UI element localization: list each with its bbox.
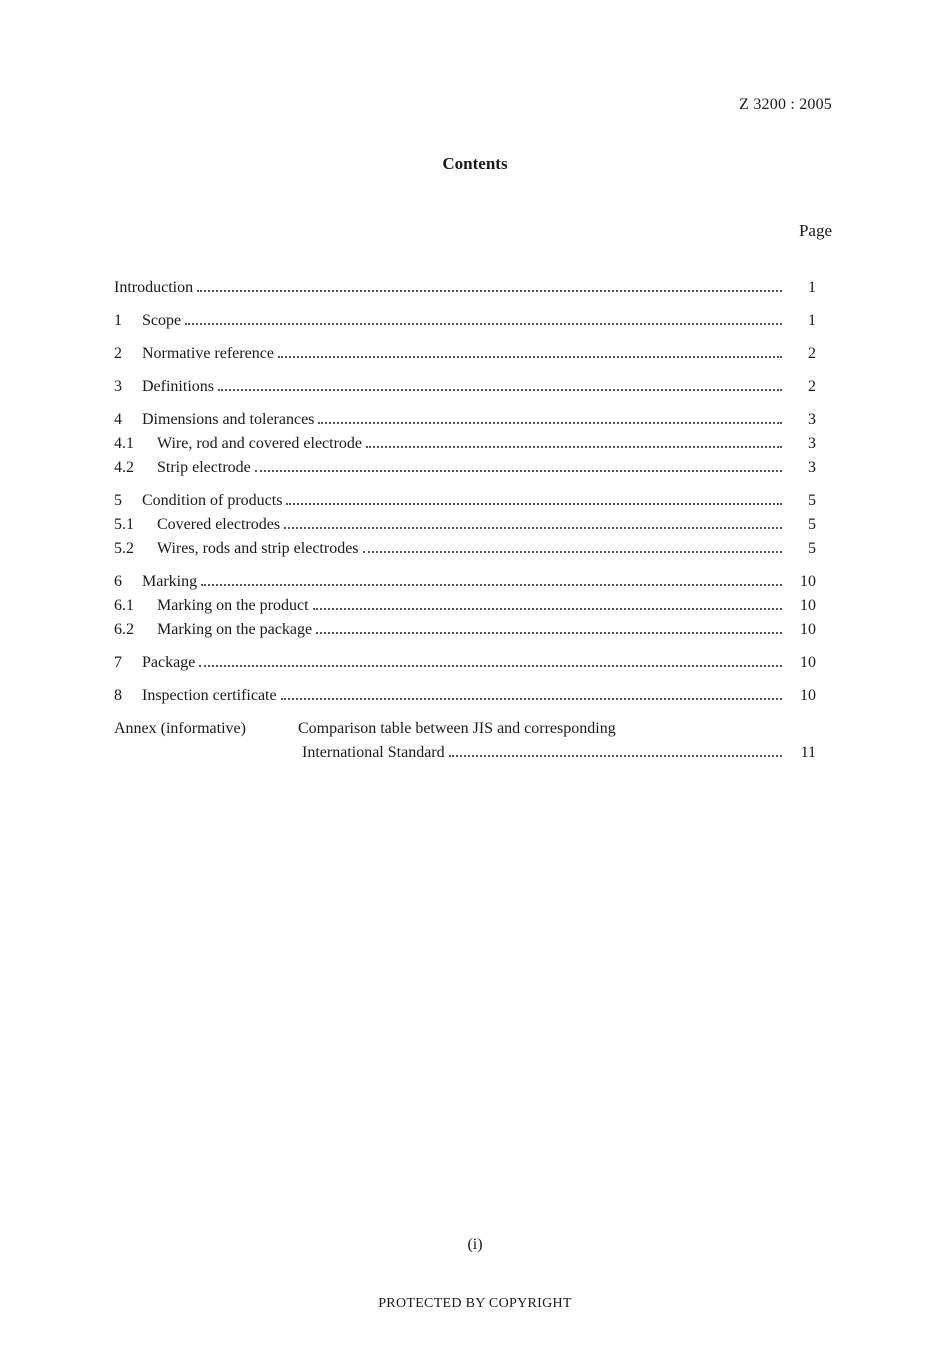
toc-entry-title: Marking on the product <box>157 597 309 614</box>
dot-leader <box>313 608 782 610</box>
dot-leader <box>316 632 782 634</box>
toc-entry-number: 6.1 <box>114 597 134 614</box>
toc-entry-number: 3 <box>114 378 122 395</box>
dot-leader <box>278 356 782 358</box>
table-of-contents <box>114 276 816 765</box>
dot-leader <box>199 665 782 667</box>
toc-entry-page: 10 <box>800 597 816 614</box>
dot-leader <box>218 389 782 391</box>
toc-entry-wire-rod-covered[interactable] <box>114 432 816 456</box>
toc-entry-title: Dimensions and tolerances <box>142 411 315 428</box>
toc-entry-title: Marking on the package <box>157 621 313 638</box>
toc-entry-page: 3 <box>808 435 816 452</box>
toc-entry-number: 6 <box>114 573 122 590</box>
toc-entry-dimensions[interactable] <box>114 408 816 432</box>
toc-entry-marking[interactable] <box>114 570 816 594</box>
toc-entry-inspection-certificate[interactable] <box>114 684 816 708</box>
toc-entry-scope[interactable] <box>114 309 816 333</box>
toc-entry-normative-reference[interactable] <box>114 342 816 366</box>
toc-entry-package[interactable] <box>114 651 816 675</box>
toc-entry-title: Introduction <box>114 279 194 296</box>
toc-entry-covered-electrodes[interactable] <box>114 513 816 537</box>
toc-entry-definitions[interactable] <box>114 375 816 399</box>
dot-leader <box>284 527 782 529</box>
toc-entry-title: Normative reference <box>142 345 274 362</box>
dot-leader <box>363 551 782 553</box>
toc-entry-marking-package[interactable] <box>114 618 816 642</box>
dot-leader <box>318 422 782 424</box>
standard-number: Z 3200 : 2005 <box>739 96 832 113</box>
toc-entry-annex[interactable] <box>114 717 816 765</box>
toc-entry-number: 5 <box>114 492 122 509</box>
toc-entry-page: 3 <box>808 459 816 476</box>
toc-entry-page: 10 <box>800 621 816 638</box>
toc-entry-title: Scope <box>142 312 182 329</box>
toc-entry-number: 8 <box>114 687 122 704</box>
toc-entry-number: 5.1 <box>114 516 134 533</box>
toc-entry-condition-of-products[interactable] <box>114 489 816 513</box>
toc-entry-title: Covered electrodes <box>157 516 281 533</box>
dot-leader <box>366 446 782 448</box>
toc-entry-number: 4.1 <box>114 435 134 452</box>
toc-entry-page: 2 <box>808 378 816 395</box>
dot-leader <box>197 290 782 292</box>
toc-entry-number: 5.2 <box>114 540 134 557</box>
toc-entry-title: Marking <box>142 573 198 590</box>
toc-entry-page: 3 <box>808 411 816 428</box>
dot-leader <box>185 323 782 325</box>
dot-leader <box>201 584 782 586</box>
toc-entry-number: 6.2 <box>114 621 134 638</box>
toc-entry-wires-rods-strip[interactable] <box>114 537 816 561</box>
toc-entry-number: 2 <box>114 345 122 362</box>
toc-entry-page: 5 <box>808 540 816 557</box>
toc-entry-page: 5 <box>808 516 816 533</box>
toc-entry-title: Inspection certificate <box>142 687 277 704</box>
toc-entry-number: 7 <box>114 654 122 671</box>
annex-prefix: Annex (informative) <box>114 720 246 737</box>
dot-leader <box>255 470 782 472</box>
toc-entry-title: Wires, rods and strip electrodes <box>157 540 359 557</box>
toc-entry-page: 10 <box>800 573 816 590</box>
toc-entry-page: 10 <box>800 654 816 671</box>
toc-entry-page: 2 <box>808 345 816 362</box>
annex-page: 11 <box>800 744 816 761</box>
toc-entry-introduction[interactable] <box>114 276 816 300</box>
copyright-notice: PROTECTED BY COPYRIGHT <box>378 1296 572 1311</box>
toc-entry-title: Condition of products <box>142 492 283 509</box>
dot-leader <box>281 698 782 700</box>
toc-entry-title: Definitions <box>142 378 214 395</box>
toc-entry-marking-product[interactable] <box>114 594 816 618</box>
toc-entry-number: 4 <box>114 411 122 428</box>
dot-leader <box>449 755 782 757</box>
toc-entry-page: 10 <box>800 687 816 704</box>
annex-title-line2: International Standard <box>302 744 445 761</box>
toc-entry-strip-electrode[interactable] <box>114 456 816 480</box>
page-number: (i) <box>467 1236 483 1253</box>
toc-entry-number: 1 <box>114 312 122 329</box>
annex-title-line1: Comparison table between JIS and corresponding <box>298 720 616 737</box>
toc-entry-title: Package <box>142 654 196 671</box>
toc-entry-title: Strip electrode <box>157 459 251 476</box>
toc-entry-page: 5 <box>808 492 816 509</box>
toc-entry-page: 1 <box>808 279 816 296</box>
toc-entry-number: 4.2 <box>114 459 134 476</box>
toc-entry-page: 1 <box>808 312 816 329</box>
toc-entry-title: Wire, rod and covered electrode <box>157 435 363 452</box>
dot-leader <box>286 503 782 505</box>
page-title: Contents <box>442 154 508 173</box>
page-column-label: Page <box>798 221 832 240</box>
